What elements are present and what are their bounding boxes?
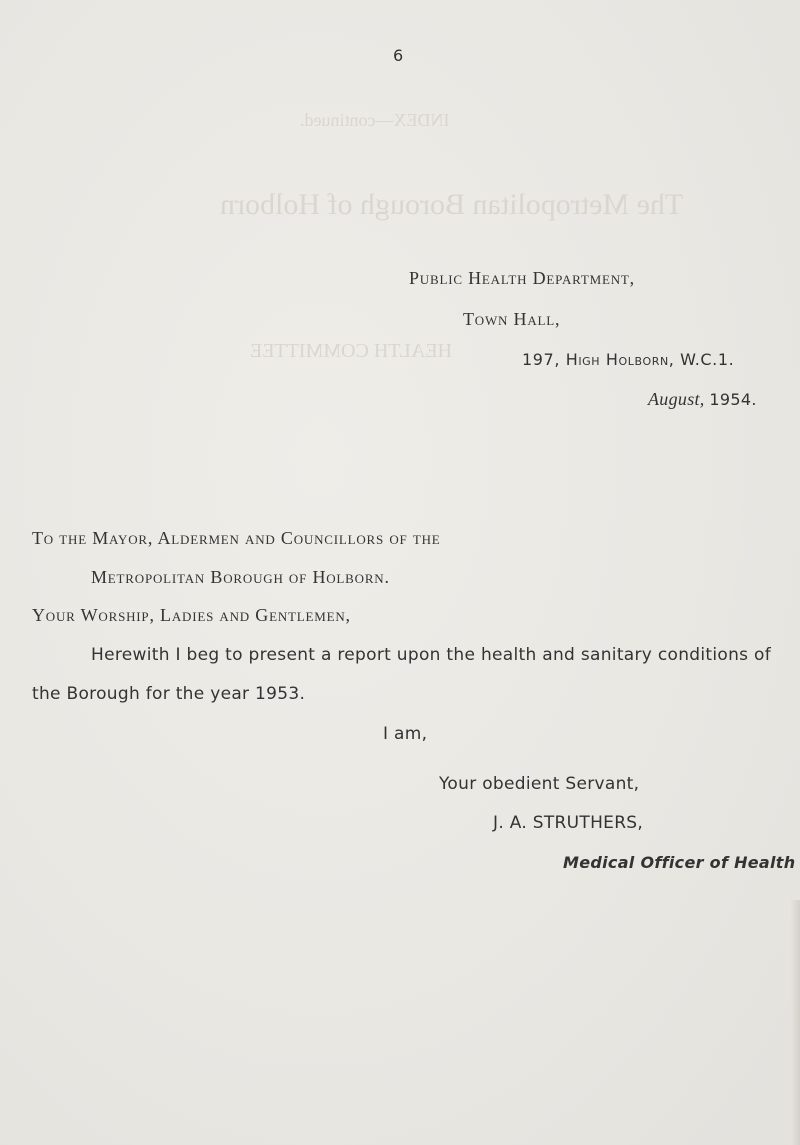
date-month: August, — [648, 389, 705, 409]
page-number: 6 — [393, 46, 404, 65]
address-street — [522, 349, 734, 370]
show-through-block: INDEX—continued. — [300, 110, 450, 130]
address-department: Public Health Department, — [409, 268, 635, 288]
letter-date — [648, 389, 757, 410]
show-through-subheading: HEALTH COMMITTEE — [250, 340, 453, 362]
signatory-title: Medical Officer of Health — [563, 853, 796, 872]
body-line-2: the Borough for the year 1953. — [32, 684, 306, 704]
closing-valediction: Your obedient Servant, — [439, 774, 640, 794]
date-year: 1954. — [709, 390, 757, 409]
street-text: 197, High Holborn, W.C.1. — [522, 350, 735, 369]
recipients-line-1: To the Mayor, Aldermen and Councillors of the — [32, 528, 441, 548]
signatory-name: J. A. STRUTHERS, — [493, 813, 644, 833]
page-edge-shadow — [790, 900, 800, 1145]
show-through-heading: The Metropolitan Borough of Holborn — [220, 188, 684, 221]
greeting: Your Worship, Ladies and Gentlemen, — [32, 605, 351, 625]
closing-i-am: I am, — [383, 724, 428, 744]
recipients-line-2: Metropolitan Borough of Holborn. — [91, 567, 390, 587]
address-building: Town Hall, — [463, 309, 561, 329]
body-line-1: Herewith I beg to present a report upon the health and sanitary conditions of — [91, 645, 771, 665]
